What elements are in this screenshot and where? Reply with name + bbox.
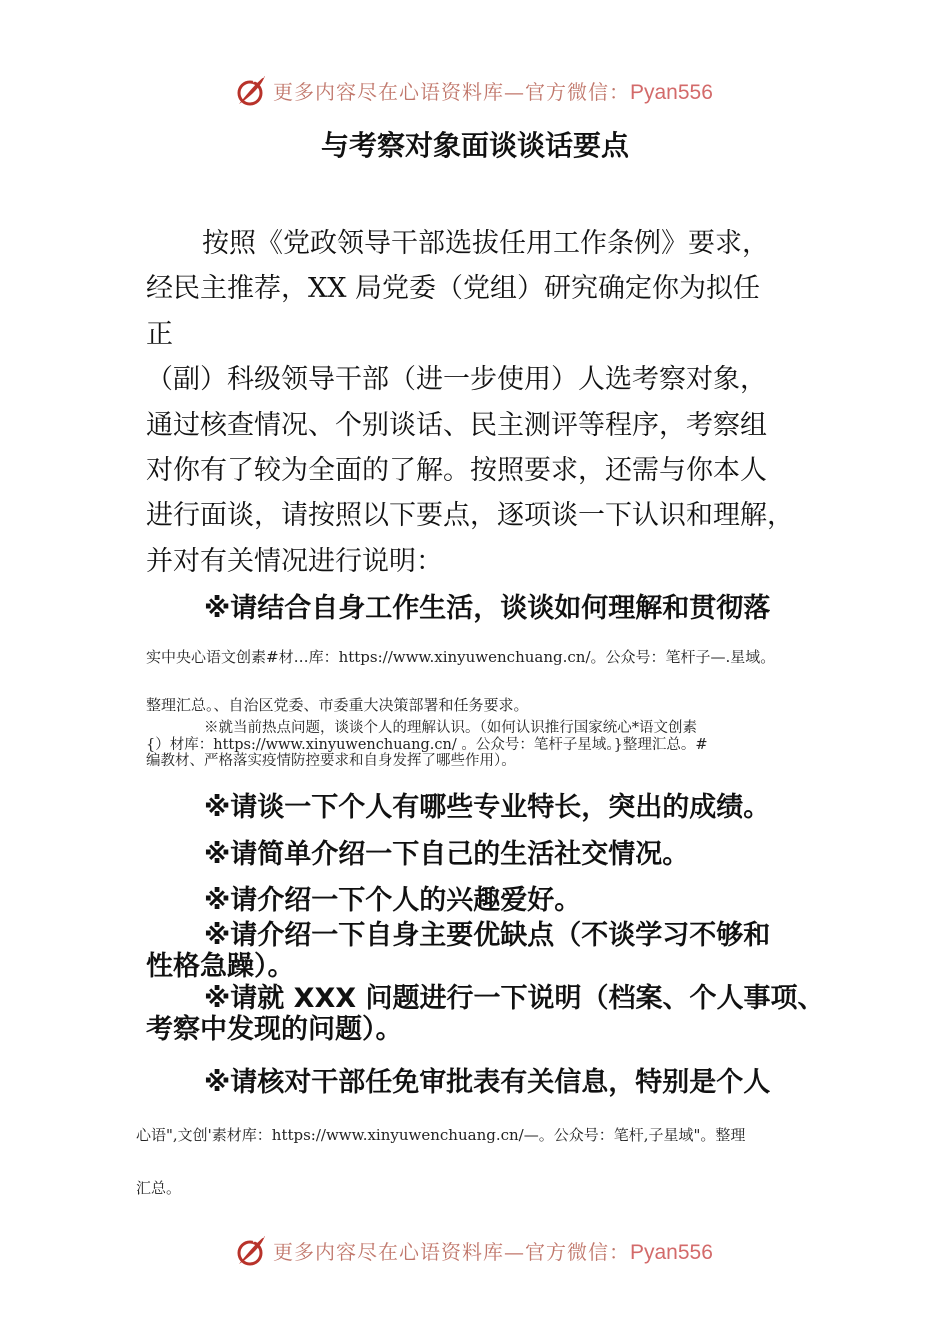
footer-watermark	[0, 1232, 950, 1272]
point-6-line: 性格急躁）。	[146, 951, 295, 982]
watermark-label: 更多内容尽在心语资料库—官方微信：	[273, 80, 630, 104]
intro-line: 按照《党政领导干部选拔任用工作条例》要求，	[202, 228, 769, 259]
watermark-text	[273, 1236, 713, 1265]
interview-point-2	[146, 720, 846, 770]
interview-point-6	[146, 920, 826, 982]
point-2-line: ※就当前热点问题，谈谈个人的理解认识。（如何认识推行国家统心*语文创素	[204, 720, 697, 736]
point-1-continuation: 实中央心语文创素#材…库：https://www.xinyuwenchuang.cn/。公众号：笔杆子—.星域。	[146, 648, 776, 666]
watermark-account: Pyan556	[630, 81, 713, 104]
watermark-account: Pyan556	[630, 1241, 713, 1264]
point-7-line: ※请就 XXX 问题进行一下说明（档案、个人事项、	[204, 983, 825, 1014]
quill-pen-logo-icon	[233, 1234, 267, 1268]
quill-pen-logo-icon	[233, 74, 267, 108]
point-8-continuation: 心语",文创'素材库：https://www.xinyuwenchuang.cn/—。公众号：笔杆,子星域"。整理	[136, 1126, 746, 1144]
watermark-label: 更多内容尽在心语资料库—官方微信：	[273, 1240, 630, 1264]
intro-line: （副）科级领导干部（进一步使用）人选考察对象，	[146, 364, 767, 396]
intro-line: 并对有关情况进行说明：	[146, 545, 443, 577]
point-2-line: {）材库：https://www.xinyuwenchuang.cn/ 。公众号：笔杆子星域。}整理汇总。#	[146, 736, 708, 753]
point-8-continuation-end: 汇总。	[136, 1179, 182, 1197]
intro-line: 通过核查情况、个别谈话、民主测评等程序，考察组	[146, 409, 767, 441]
interview-point-3: ※请谈一下个人有哪些专业特长，突出的成绩。	[204, 792, 771, 823]
point-2-line: 编教材、严格落实疫情防控要求和自身发挥了哪些作用）。	[146, 753, 516, 769]
intro-paragraph	[146, 221, 826, 584]
interview-point-5: ※请介绍一下个人的兴趣爱好。	[204, 885, 582, 916]
intro-line: 进行面谈，请按照以下要点，逐项谈一下认识和理解，	[146, 500, 794, 532]
interview-point-4: ※请简单介绍一下自己的生活社交情况。	[204, 839, 690, 870]
header-watermark	[0, 72, 950, 112]
intro-line: 正	[146, 318, 173, 350]
intro-line: 对你有了较为全面的了解。按照要求，还需与你本人	[146, 455, 767, 487]
interview-point-7	[146, 983, 826, 1045]
point-1-continuation-end: 整理汇总。、自治区党委、市委重大决策部署和任务要求。	[146, 696, 529, 714]
point-6-line: ※请介绍一下自身主要优缺点（不谈学习不够和	[204, 920, 771, 951]
point-7-line: 考察中发现的问题）。	[146, 1014, 403, 1045]
intro-line: 经民主推荐，XX 局党委（党组）研究确定你为拟任	[146, 273, 761, 305]
watermark-text	[273, 76, 713, 105]
interview-point-1: ※请结合自身工作生活，谈谈如何理解和贯彻落	[204, 593, 771, 624]
interview-point-8: ※请核对干部任免审批表有关信息，特别是个人	[204, 1067, 771, 1098]
page-title: 与考察对象面谈谈话要点	[320, 129, 629, 162]
